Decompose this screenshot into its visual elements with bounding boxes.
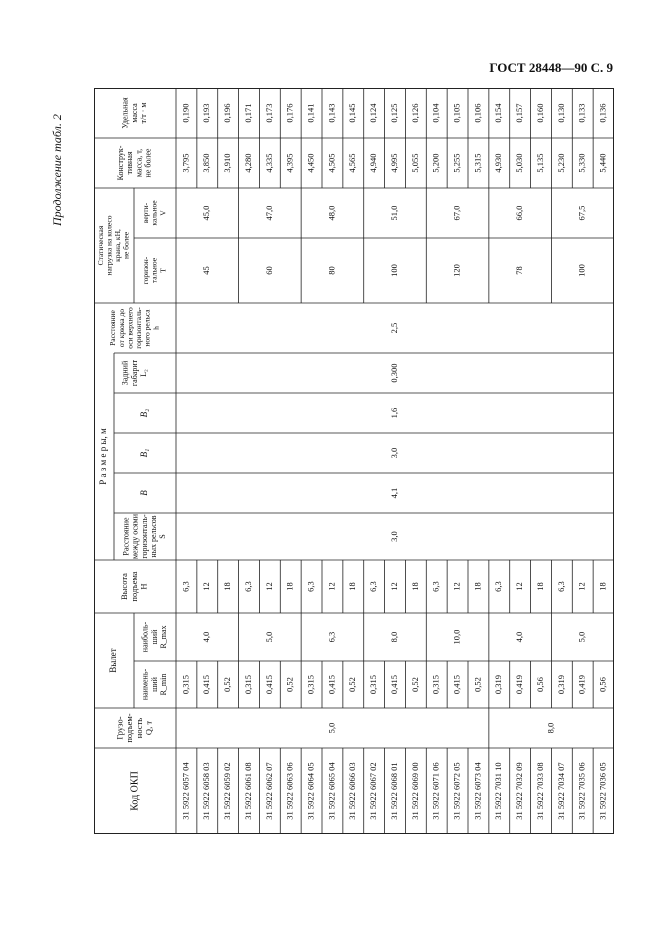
cell-reach-min: 0,415 bbox=[388, 674, 399, 695]
specifications-table bbox=[94, 88, 614, 834]
cell-specific-mass: 0,196 bbox=[222, 103, 233, 123]
cell-horizontal-load: 100 bbox=[388, 264, 399, 277]
cell-mass: 3,910 bbox=[222, 153, 233, 173]
cell-reach-min: 0,419 bbox=[514, 674, 525, 695]
header-vertical: кальное bbox=[149, 200, 159, 226]
cell-specific-mass: 0,124 bbox=[368, 103, 379, 123]
cell-reach-min: 0,315 bbox=[305, 674, 316, 695]
header-height: подъема bbox=[128, 571, 139, 602]
cell-reach-min: 0,319 bbox=[555, 674, 566, 695]
cell-specific-mass: 0,136 bbox=[597, 103, 608, 123]
header-static-load: крана, кН, bbox=[113, 229, 123, 262]
cell-mass: 4,995 bbox=[388, 153, 399, 173]
cell-hook: 2,5 bbox=[388, 322, 399, 334]
cell-height: 6,3 bbox=[305, 581, 316, 592]
header-specific-mass: масса bbox=[129, 103, 139, 123]
header-reach: Вылет bbox=[108, 648, 119, 673]
cell-vertical-load: 67,0 bbox=[451, 205, 462, 221]
cell-height: 12 bbox=[451, 582, 462, 591]
cell-b1: 3,0 bbox=[388, 447, 399, 459]
cell-height: 18 bbox=[472, 582, 483, 591]
cell-code: 31 5922 7034 07 bbox=[555, 762, 566, 820]
cell-height: 12 bbox=[388, 582, 399, 591]
cell-mass: 3,850 bbox=[201, 153, 212, 173]
cell-horizontal-load: 120 bbox=[451, 264, 462, 277]
header-reach-min: наимень- bbox=[140, 668, 150, 701]
header-rear: L₂ bbox=[139, 369, 149, 377]
header-vertical: V bbox=[158, 210, 168, 216]
cell-height: 6,3 bbox=[555, 581, 566, 592]
cell-height: 6,3 bbox=[430, 581, 441, 592]
header-b2: B₂ bbox=[139, 408, 150, 418]
cell-reach-min: 0,419 bbox=[576, 674, 587, 695]
cell-reach-min: 0,52 bbox=[409, 677, 420, 692]
header-specific-mass: т/т · м bbox=[139, 102, 149, 124]
cell-code: 31 5922 6063 06 bbox=[284, 762, 295, 820]
cell-code: 31 5922 7031 10 bbox=[493, 762, 504, 820]
header-rear: Задний bbox=[120, 360, 130, 386]
header-rail-distance: горизонталь- bbox=[139, 514, 149, 559]
cell-vertical-load: 47,0 bbox=[263, 205, 274, 221]
header-capacity: Q, т bbox=[143, 720, 154, 736]
cell-mass: 5,230 bbox=[555, 153, 566, 173]
cell-code: 31 5922 6073 04 bbox=[472, 762, 483, 820]
cell-height: 6,3 bbox=[493, 581, 504, 592]
cell-mass: 4,395 bbox=[284, 153, 295, 173]
cell-specific-mass: 0,193 bbox=[201, 103, 212, 123]
cell-specific-mass: 0,160 bbox=[534, 103, 545, 123]
cell-reach-min: 0,315 bbox=[242, 674, 253, 695]
cell-mass: 3,795 bbox=[180, 153, 191, 173]
header-reach-max: наиболь- bbox=[140, 621, 150, 653]
cell-vertical-load: 51,0 bbox=[388, 205, 399, 221]
header-static-load: нагрузка на колесо bbox=[104, 215, 114, 276]
cell-specific-mass: 0,145 bbox=[347, 103, 358, 123]
header-mass: не более bbox=[143, 148, 153, 178]
cell-code: 31 5922 6068 01 bbox=[388, 762, 399, 820]
cell-reach-min: 0,52 bbox=[284, 677, 295, 692]
cell-mass: 5,200 bbox=[430, 153, 441, 173]
header-rail-distance: между осями bbox=[130, 514, 140, 559]
cell-reach-min: 0,415 bbox=[451, 674, 462, 695]
cell-code: 31 5922 6064 05 bbox=[305, 762, 316, 820]
cell-code: 31 5922 6065 04 bbox=[326, 762, 337, 820]
cell-mass: 4,280 bbox=[242, 153, 253, 173]
cell-b2: 1,6 bbox=[388, 407, 399, 419]
cell-height: 18 bbox=[597, 582, 608, 591]
header-rear: габарит bbox=[129, 359, 139, 387]
cell-reach-min: 0,56 bbox=[534, 677, 545, 692]
header-vertical: верти- bbox=[141, 202, 151, 224]
cell-height: 6,3 bbox=[180, 581, 191, 592]
header-hook: горизонталь- bbox=[134, 307, 144, 349]
cell-specific-mass: 0,106 bbox=[472, 103, 483, 123]
header-hook: h bbox=[151, 326, 161, 330]
header-horizontal: горизон- bbox=[141, 256, 151, 285]
cell-height: 12 bbox=[514, 582, 525, 591]
header-hook: оси верхнего bbox=[125, 307, 135, 349]
cell-mass: 4,930 bbox=[493, 153, 504, 173]
cell-specific-mass: 0,133 bbox=[576, 103, 587, 123]
cell-reach-min: 0,52 bbox=[472, 677, 483, 692]
cell-specific-mass: 0,157 bbox=[514, 103, 525, 123]
cell-mass: 5,440 bbox=[597, 153, 608, 173]
header-static-load: Статическая bbox=[95, 225, 105, 266]
header-rail-distance: S bbox=[158, 534, 168, 539]
cell-height: 12 bbox=[326, 582, 337, 591]
cell-reach-min: 0,315 bbox=[180, 674, 191, 695]
cell-reach-min: 0,319 bbox=[493, 674, 504, 695]
header-rail-distance: Расстояние bbox=[121, 517, 131, 556]
cell-code: 31 5922 6062 07 bbox=[263, 762, 274, 820]
cell-reach-min: 0,52 bbox=[222, 677, 233, 692]
cell-height: 12 bbox=[576, 582, 587, 591]
header-capacity: Грузо- bbox=[114, 716, 125, 740]
cell-code: 31 5922 6069 00 bbox=[409, 762, 420, 820]
cell-horizontal-load: 45 bbox=[201, 266, 212, 275]
cell-specific-mass: 0,130 bbox=[555, 103, 566, 123]
cell-rear: 0,300 bbox=[388, 363, 399, 383]
cell-mass: 4,450 bbox=[305, 153, 316, 173]
table-frame bbox=[95, 89, 614, 834]
cell-code: 31 5922 6058 03 bbox=[201, 762, 212, 820]
header-horizontal: T bbox=[158, 268, 168, 273]
header-mass: Конструк- bbox=[116, 145, 126, 181]
cell-code: 31 5922 6072 05 bbox=[451, 762, 462, 820]
cell-code: 31 5922 7032 09 bbox=[514, 762, 525, 820]
cell-mass: 4,505 bbox=[326, 153, 337, 173]
cell-reach-min: 0,56 bbox=[597, 677, 608, 692]
continuation-label: Продолжение табл. 2 bbox=[50, 114, 64, 226]
cell-height: 6,3 bbox=[242, 581, 253, 592]
cell-height: 18 bbox=[409, 582, 420, 591]
cell-code: 31 5922 6067 02 bbox=[368, 762, 379, 820]
cell-height: 6,3 bbox=[368, 581, 379, 592]
header-height: Высота bbox=[119, 573, 130, 600]
cell-reach-max: 5,0 bbox=[576, 631, 587, 643]
cell-specific-mass: 0,190 bbox=[180, 103, 191, 123]
cell-specific-mass: 0,104 bbox=[430, 103, 441, 123]
cell-code: 31 5922 6071 06 bbox=[430, 762, 441, 820]
cell-code: 31 5922 6059 02 bbox=[222, 762, 233, 820]
cell-vertical-load: 45,0 bbox=[201, 205, 212, 221]
cell-reach-max: 8,0 bbox=[388, 631, 399, 643]
header-static-load: не более bbox=[121, 231, 131, 260]
cell-code: 31 5922 7036 05 bbox=[597, 762, 608, 820]
header-mass: тивная bbox=[125, 151, 135, 175]
header-sizes: Р а з м е р ы, м bbox=[98, 428, 109, 485]
header-reach-max: ший bbox=[149, 629, 159, 645]
cell-capacity: 5,0 bbox=[326, 722, 337, 734]
cell-mass: 5,135 bbox=[534, 153, 545, 173]
cell-reach-max: 10,0 bbox=[451, 629, 462, 645]
header-hook: Расстояние bbox=[108, 310, 118, 346]
cell-horizontal-load: 100 bbox=[576, 264, 587, 277]
cell-height: 18 bbox=[534, 582, 545, 591]
cell-reach-max: 6,3 bbox=[326, 631, 337, 643]
cell-code: 31 5922 6066 03 bbox=[347, 762, 358, 820]
cell-mass: 4,335 bbox=[263, 153, 274, 173]
cell-mass: 5,255 bbox=[451, 153, 462, 173]
cell-height: 18 bbox=[347, 582, 358, 591]
cell-height: 12 bbox=[201, 582, 212, 591]
header-hook: ного рельса bbox=[142, 309, 152, 347]
header-reach-max: R_max bbox=[159, 625, 169, 649]
cell-specific-mass: 0,125 bbox=[388, 103, 399, 123]
cell-code: 31 5922 7033 08 bbox=[534, 762, 545, 820]
header-rail-distance: ных рельсов bbox=[149, 515, 159, 558]
cell-height: 18 bbox=[284, 582, 295, 591]
page-header: ГОСТ 28448—90 С. 9 bbox=[489, 60, 613, 75]
cell-code: 31 5922 6061 08 bbox=[242, 762, 253, 820]
cell-specific-mass: 0,154 bbox=[493, 103, 504, 123]
cell-specific-mass: 0,171 bbox=[242, 103, 253, 123]
cell-reach-min: 0,315 bbox=[430, 674, 441, 695]
header-specific-mass: Удельная bbox=[120, 97, 130, 129]
cell-mass: 5,315 bbox=[472, 153, 483, 173]
cell-vertical-load: 66,0 bbox=[514, 205, 525, 221]
cell-b: 4,1 bbox=[388, 487, 399, 499]
cell-vertical-load: 67,5 bbox=[576, 205, 587, 221]
header-reach-min: ший bbox=[149, 677, 159, 692]
header-b1: B₁ bbox=[139, 448, 150, 458]
cell-reach-min: 0,415 bbox=[263, 674, 274, 695]
cell-reach-min: 0,52 bbox=[347, 677, 358, 692]
cell-code: 31 5922 6057 04 bbox=[180, 762, 191, 820]
cell-height: 12 bbox=[263, 582, 274, 591]
header-capacity: подъем- bbox=[124, 713, 135, 743]
header-mass: масса, т, bbox=[134, 148, 144, 178]
cell-code: 31 5922 7035 06 bbox=[576, 762, 587, 820]
header-height: H bbox=[138, 583, 149, 590]
cell-reach-min: 0,415 bbox=[326, 674, 337, 695]
cell-specific-mass: 0,126 bbox=[409, 103, 420, 123]
cell-mass: 4,940 bbox=[368, 153, 379, 173]
cell-mass: 5,330 bbox=[576, 153, 587, 173]
cell-specific-mass: 0,173 bbox=[263, 103, 274, 123]
header-horizontal: тальное bbox=[149, 257, 159, 284]
cell-horizontal-load: 60 bbox=[263, 266, 274, 275]
cell-reach-max: 5,0 bbox=[263, 631, 274, 643]
cell-mass: 5,055 bbox=[409, 153, 420, 173]
header-code: Код ОКП bbox=[129, 771, 141, 811]
cell-horizontal-load: 78 bbox=[514, 266, 525, 275]
cell-vertical-load: 48,0 bbox=[326, 205, 337, 221]
header-capacity: ность bbox=[133, 717, 144, 739]
cell-specific-mass: 0,176 bbox=[284, 103, 295, 123]
cell-specific-mass: 0,141 bbox=[305, 103, 316, 123]
cell-reach-max: 4,0 bbox=[514, 631, 525, 643]
cell-horizontal-load: 80 bbox=[326, 266, 337, 275]
cell-reach-min: 0,315 bbox=[368, 674, 379, 695]
cell-mass: 5,030 bbox=[514, 153, 525, 173]
cell-specific-mass: 0,105 bbox=[451, 103, 462, 123]
cell-height: 18 bbox=[222, 582, 233, 591]
cell-mass: 4,565 bbox=[347, 153, 358, 173]
cell-rail-distance: 3,0 bbox=[388, 531, 399, 542]
header-reach-min: R_min bbox=[159, 673, 169, 696]
header-hook: от крюка до bbox=[116, 308, 126, 348]
cell-specific-mass: 0,143 bbox=[326, 103, 337, 123]
header-b: B bbox=[139, 490, 150, 496]
cell-capacity: 8,0 bbox=[545, 722, 556, 734]
cell-reach-min: 0,415 bbox=[201, 674, 212, 695]
cell-reach-max: 4,0 bbox=[201, 631, 212, 643]
